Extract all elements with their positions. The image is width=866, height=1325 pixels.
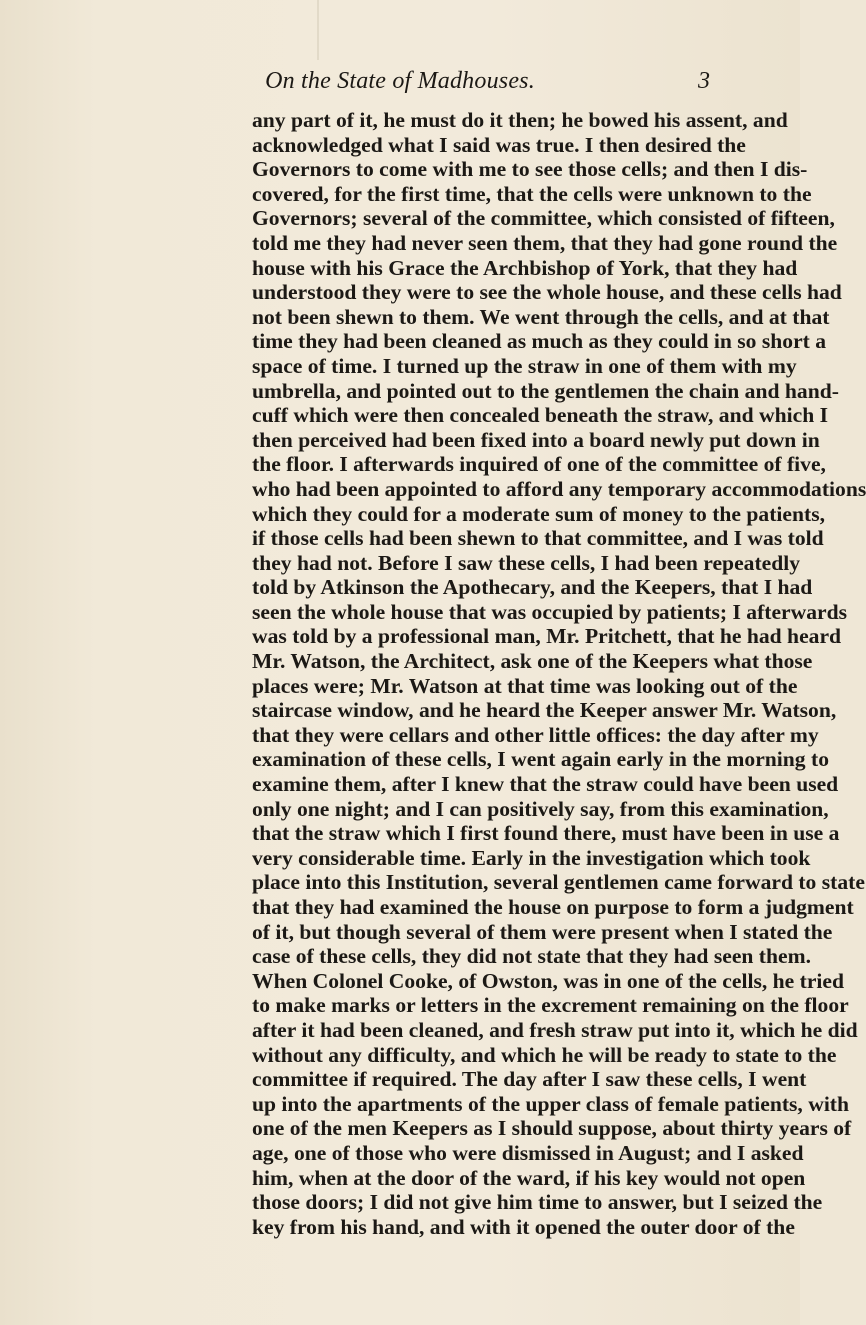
text-line: umbrella, and pointed out to the gentlemen the chain and hand- xyxy=(252,378,839,403)
text-line: any part of it, he must do it then; he bowed his assent, and xyxy=(252,108,788,132)
text-line: him, when at the door of the ward, if his key would not open xyxy=(252,1165,806,1190)
text-line: staircase window, and he heard the Keeper answer Mr. Watson, xyxy=(252,698,837,723)
text-line: told by Atkinson the Apothecary, and the Keepers, that I had xyxy=(252,575,813,600)
running-head: On the State of Madhouses. xyxy=(265,68,535,94)
text-line: Governors; several of the committee, which consisted of fifteen, xyxy=(252,206,835,231)
text-line: without any difficulty, and which he will be ready to state to the xyxy=(252,1042,837,1067)
body-text xyxy=(252,108,866,1239)
text-line: acknowledged what I said was true. I then desired the xyxy=(252,132,746,157)
text-line: When Colonel Cooke, of Owston, was in one of the cells, he tried xyxy=(252,968,845,993)
text-line: space of time. I turned up the straw in one of them with my xyxy=(252,353,797,378)
text-line: told me they had never seen them, that they had gone round the xyxy=(252,230,838,255)
text-line: that they had examined the house on purpose to form a judgment xyxy=(252,895,854,919)
text-line: that they were cellars and other little offices: the day after my xyxy=(252,722,819,747)
text-line: which they could for a moderate sum of money to the patients, xyxy=(252,501,825,526)
text-line: if those cells had been shewn to that committee, and I was told xyxy=(252,526,824,551)
text-line: who had been appointed to afford any temporary accommodations xyxy=(252,476,866,501)
text-line: key from his hand, and with it opened the outer door of the xyxy=(252,1214,795,1239)
text-line: was told by a professional man, Mr. Pritchett, that he had heard xyxy=(252,624,842,649)
text-line: very considerable time. Early in the investigation which took xyxy=(252,845,811,870)
text-line: age, one of those who were dismissed in August; and I asked xyxy=(252,1140,804,1165)
paper-crease xyxy=(317,0,319,60)
text-line: Mr. Watson, the Architect, ask one of the Keepers what those xyxy=(252,649,813,674)
text-line: examine them, after I knew that the straw could have been used xyxy=(252,772,839,797)
text-line: they had not. Before I saw these cells, I had been repeatedly xyxy=(252,550,801,575)
text-line: after it had been cleaned, and fresh straw put into it, which he did xyxy=(252,1017,858,1042)
text-line: time they had been cleaned as much as they could in so short a xyxy=(252,329,827,354)
text-line: that the straw which I first found there, must have been in use a xyxy=(252,821,840,846)
page-number: 3 xyxy=(698,68,710,94)
text-line: one of the men Keepers as I should suppose, about thirty years of xyxy=(252,1116,852,1141)
text-line: places were; Mr. Watson at that time was looking out of the xyxy=(252,673,798,698)
text-line: only one night; and I can positively say, from this examination, xyxy=(252,796,829,821)
text-line: up into the apartments of the upper class of female patients, with xyxy=(252,1091,850,1116)
text-line: understood they were to see the whole house, and these cells had xyxy=(252,280,842,305)
text-line: case of these cells, they did not state that they had seen them. xyxy=(252,944,811,969)
text-line: seen the whole house that was occupied by patients; I afterwards xyxy=(252,599,848,624)
text-line: those doors; I did not give him time to answer, but I seized the xyxy=(252,1190,823,1215)
text-line: house with his Grace the Archbishop of York, that they had xyxy=(252,255,798,280)
text-line: place into this Institution, several gentlemen came forward to state xyxy=(252,870,865,895)
text-line: Governors to come with me to see those cells; and then I dis- xyxy=(252,157,808,182)
text-line: the floor. I afterwards inquired of one of the committee of five, xyxy=(252,452,826,477)
text-line: covered, for the first time, that the cells were unknown to the xyxy=(252,181,812,206)
text-line: cuff which were then concealed beneath the straw, and which I xyxy=(252,403,829,428)
text-line: committee if required. The day after I saw these cells, I went xyxy=(252,1067,807,1092)
text-line: then perceived had been fixed into a board newly put down in xyxy=(252,427,820,452)
text-line: to make marks or letters in the excrement remaining on the floor xyxy=(252,993,849,1018)
text-line: of it, but though several of them were present when I stated the xyxy=(252,919,833,944)
text-line: examination of these cells, I went again early in the morning to xyxy=(252,747,829,772)
text-line: not been shewn to them. We went through the cells, and at that xyxy=(252,304,830,329)
